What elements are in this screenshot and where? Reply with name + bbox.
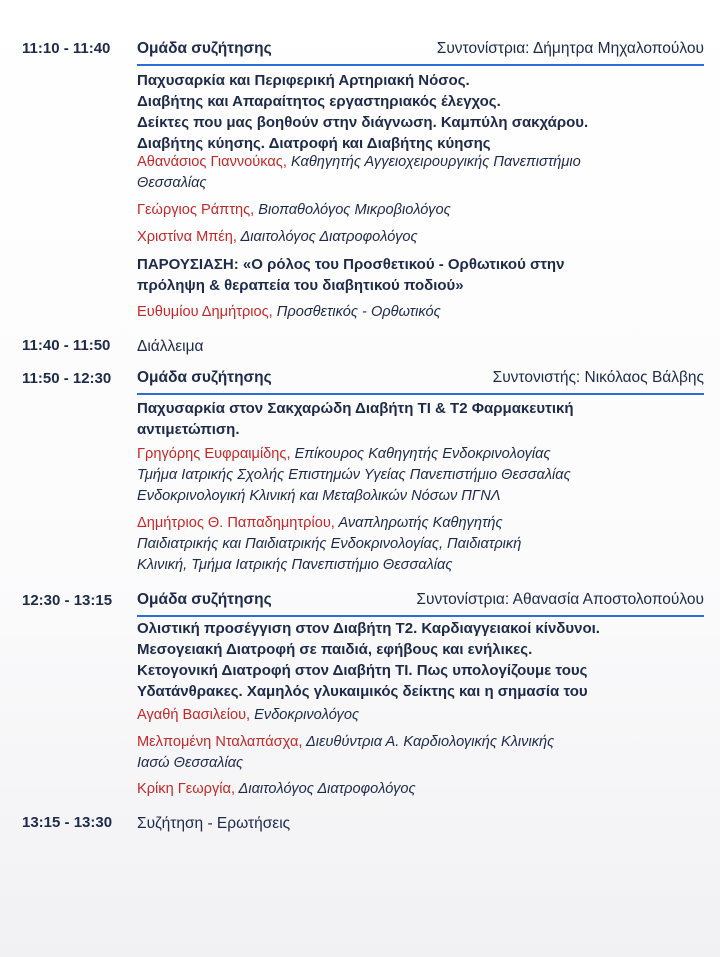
topic-line: Ολιστική προσέγγιση στον Διαβήτη Τ2. Καρδιαγγειακοί κίνδυνοι.: [137, 620, 600, 637]
presenter-name: Ευθυμίου Δημήτριος,: [137, 304, 273, 320]
speaker-role: Θεσσαλίας: [137, 175, 207, 191]
speaker: [137, 444, 707, 507]
session-time: 12:30 - 13:15: [22, 592, 113, 609]
speaker-role: Ενδοκρινολόγος: [250, 707, 360, 723]
presenter-role: Προσθετικός - Ορθωτικός: [272, 304, 441, 320]
speaker-role: Ενδοκρινολογική Κλινική και Μεταβολικών Νόσων ΠΓΝΛ: [137, 488, 501, 504]
speaker-name: Κρίκη Γεωργία,: [137, 781, 236, 797]
speaker-role: Ιασώ Θεσσαλίας: [137, 755, 244, 771]
topic-line: Παχυσαρκία στον Σακχαρώδη Διαβήτη ΤΙ & Τ2 Φαρμακευτική: [137, 400, 574, 417]
speaker-role: Τμήμα Ιατρικής Σχολής Επιστημών Υγείας Πανεπιστήμιο Θεσσαλίας: [137, 467, 571, 483]
group-label: Ομάδα συζήτησης: [137, 369, 272, 386]
speaker-name: Μελπομένη Νταλαπάσχα,: [137, 734, 303, 750]
group-label: Ομάδα συζήτησης: [137, 591, 272, 608]
session-topic: [137, 70, 707, 154]
topic-line: Διαβήτης κύησης. Διατροφή και Διαβήτης κύησης: [137, 135, 491, 152]
topic-line: Μεσογειακή Διατροφή σε παιδιά, εφήβους και ενήλικες.: [137, 641, 533, 658]
session-time: 13:15 - 13:30: [22, 814, 113, 831]
topic-line: Διαβήτης και Απαραίτητος εργαστηριακός έλεγχος.: [137, 93, 501, 110]
session-header: [137, 40, 704, 66]
presentation-line: ΠΑΡΟΥΣΙΑΣΗ: «Ο ρόλος του Προσθετικού - Ορθωτικού στην: [137, 256, 565, 273]
presenter: [137, 302, 707, 323]
speaker-role: Βιοπαθολόγος Μικροβιολόγος: [254, 202, 451, 218]
speaker: [137, 152, 707, 194]
group-label: Ομάδα συζήτησης: [137, 40, 272, 57]
topic-line: αντιμετώπιση.: [137, 421, 240, 438]
session-topic: [137, 618, 707, 702]
moderator-label: Συντονίστρια: Δήμητρα Μηχαλοπούλου: [436, 40, 704, 57]
speaker-role: Διευθύντρια Α. Καρδιολογικής Κλινικής: [302, 734, 555, 750]
speaker-role: Επίκουρος Καθηγητής Ενδοκρινολογίας: [290, 446, 551, 462]
speaker: [137, 200, 707, 221]
speaker: [137, 705, 707, 726]
session-topic: [137, 398, 707, 440]
speaker-name: Αθανάσιος Γιαννούκας,: [137, 154, 287, 170]
speaker-name: Γεώργιος Ράπτης,: [137, 202, 255, 218]
session-time: 11:10 - 11:40: [22, 40, 111, 57]
speaker-role: Αναπληρωτής Καθηγητής: [334, 515, 503, 531]
speaker-role: Διαιτολόγος Διατροφολόγος: [235, 781, 416, 797]
session-header: [137, 591, 704, 617]
speaker-role: Καθηγητής Αγγειοχειρουργικής Πανεπιστήμιο: [286, 154, 581, 170]
session-header: [137, 369, 704, 395]
speaker-role: Κλινική, Τμήμα Ιατρικής Πανεπιστήμιο Θεσσαλίας: [137, 557, 453, 573]
session-time: 11:40 - 11:50: [22, 337, 111, 354]
speaker-name: Αγαθή Βασιλείου,: [137, 707, 251, 723]
discussion-label: Συζήτηση - Ερωτήσεις: [137, 815, 291, 832]
topic-line: Υδατάνθρακες. Χαμηλός γλυκαιμικός δείκτης και η σημασία του: [137, 683, 588, 700]
session-time: 11:50 - 12:30: [22, 370, 112, 387]
speaker: [137, 227, 707, 248]
speaker: [137, 779, 707, 800]
topic-line: Κετογονική Διατροφή στον Διαβήτη ΤΙ. Πως υπολογίζουμε τους: [137, 662, 588, 679]
speaker: [137, 732, 707, 774]
speaker-name: Δημήτριος Θ. Παπαδημητρίου,: [137, 515, 335, 531]
presentation-title: [137, 254, 707, 296]
moderator-label: Συντονίστρια: Αθανασία Αποστολοπούλου: [416, 591, 704, 608]
break-label: Διάλλειμα: [137, 338, 204, 355]
speaker: [137, 513, 707, 576]
topic-line: Δείκτες που μας βοηθούν στην διάγνωση. Καμπύλη σακχάρου.: [137, 114, 589, 131]
speaker-role: Διαιτολόγος Διατροφολόγος: [236, 229, 418, 245]
speaker-role: Παιδιατρικής και Παιδιατρικής Ενδοκρινολογίας, Παιδιατρική: [137, 536, 522, 552]
topic-line: Παχυσαρκία και Περιφερική Αρτηριακή Νόσος.: [137, 72, 470, 89]
moderator-label: Συντονιστής: Νικόλαος Βάλβης: [492, 369, 704, 386]
speaker-name: Χριστίνα Μπέη,: [137, 229, 237, 245]
speaker-name: Γρηγόρης Ευφραιμίδης,: [137, 446, 291, 462]
presentation-line: πρόληψη & θεραπεία του διαβητικού ποδιού»: [137, 277, 464, 294]
